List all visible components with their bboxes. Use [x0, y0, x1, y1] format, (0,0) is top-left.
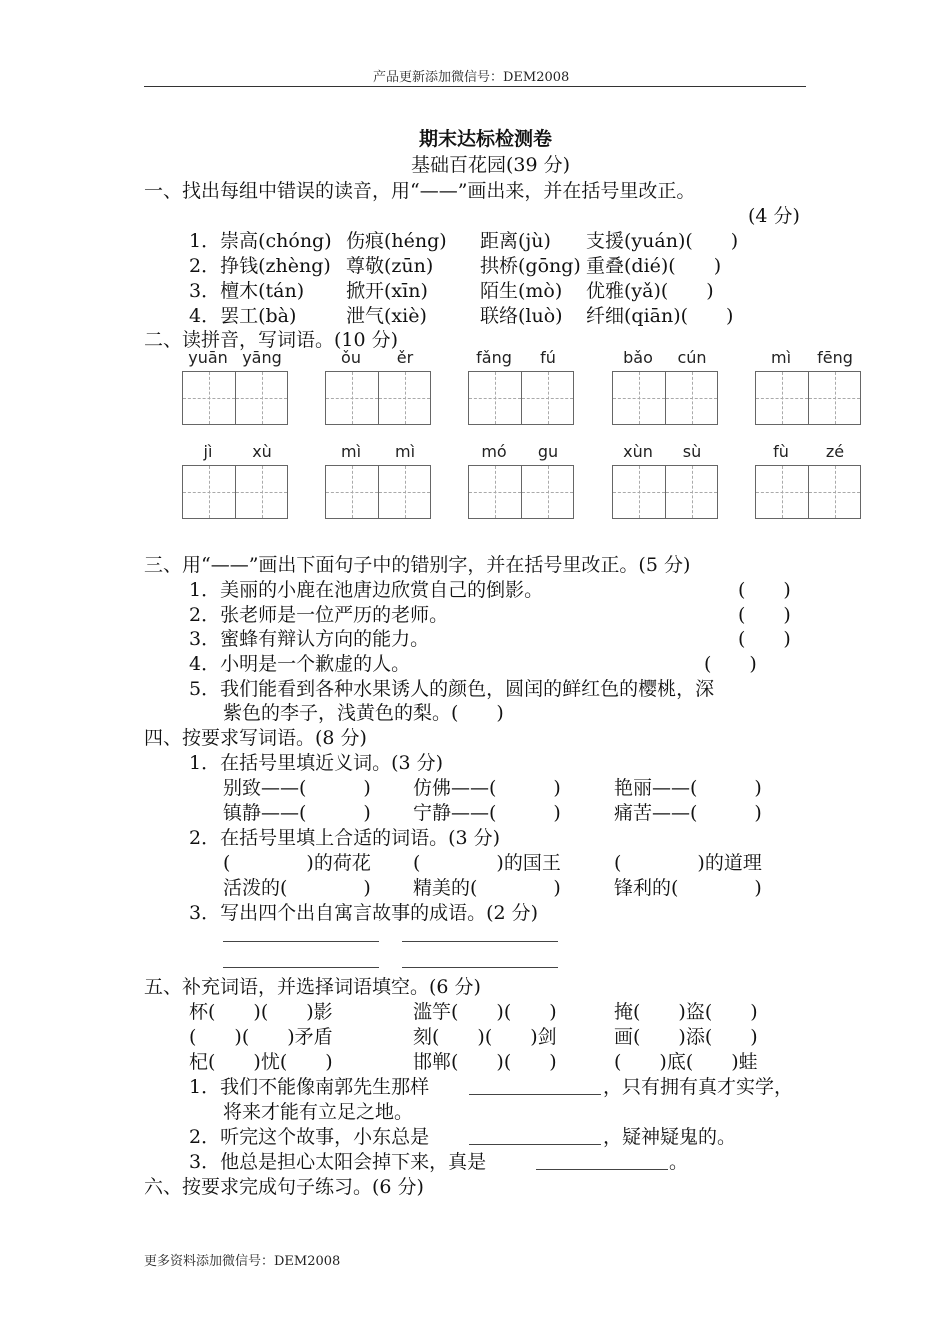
writing-cell[interactable]: [756, 372, 808, 424]
pinyin-label: mì: [340, 442, 362, 461]
pronunciation-item: 陌生(mò): [480, 280, 563, 302]
section2-heading: 二、读拼音，写词语。(10 分): [144, 329, 399, 351]
pronunciation-item: 1．崇高(chóng): [189, 230, 332, 252]
correction-sentence: 4．小明是一个歉虚的人。: [189, 653, 411, 675]
section5-heading: 五、补充词语，并选择词语填空。(6 分): [144, 976, 481, 998]
page-header: 产品更新添加微信号：DEM2008: [373, 70, 570, 85]
section5-q1-part1: 1．我们不能像南郭先生那样: [189, 1076, 430, 1098]
pinyin-label: fú: [540, 348, 556, 367]
writing-grid: [182, 371, 288, 425]
writing-cell[interactable]: [326, 466, 378, 518]
correction-sentence: 1．美丽的小鹿在池唐边欣赏自己的倒影。: [189, 579, 544, 601]
pronunciation-item: 尊敬(zūn): [346, 255, 434, 277]
section5-q3-blank[interactable]: [536, 1169, 668, 1170]
pinyin-label: jì: [203, 442, 213, 461]
writing-grid: [182, 465, 288, 519]
pinyin-label: fēng: [817, 348, 853, 367]
pinyin-label: mó: [481, 442, 507, 461]
writing-cell[interactable]: [808, 466, 860, 518]
pinyin-label: fǎng: [476, 348, 512, 367]
idiom-blank-4[interactable]: [402, 967, 558, 968]
pronunciation-item: 距离(jù): [480, 230, 551, 252]
writing-cell[interactable]: [613, 372, 665, 424]
answer-parentheses[interactable]: ( ): [738, 628, 791, 650]
section3-item5-line1: 5．我们能看到各种水果诱人的颜色，圆闰的鲜红色的樱桃，深: [189, 678, 715, 700]
pronunciation-item: 2．挣钱(zhèng): [189, 255, 331, 277]
section5-q3-part1: 3．他总是担心太阳会掉下来，真是: [189, 1151, 487, 1173]
writing-cell[interactable]: [613, 466, 665, 518]
pinyin-label: ǒu: [341, 348, 361, 367]
fill-2-3: 锋利的( ): [614, 877, 762, 899]
pinyin-label: ěr: [396, 348, 414, 367]
section4-heading: 四、按要求写词语。(8 分): [144, 727, 367, 749]
page-footer: 更多资料添加微信号：DEM2008: [144, 1254, 341, 1269]
section1-score: (4 分): [748, 205, 800, 227]
synonym-2-3: 痛苦——( ): [614, 802, 762, 824]
word-1-1: 杯( )( )影: [189, 1001, 333, 1023]
section6-heading: 六、按要求完成句子练习。(6 分): [144, 1176, 424, 1198]
pinyin-label: gu: [537, 442, 559, 461]
writing-cell[interactable]: [326, 372, 378, 424]
writing-cell[interactable]: [521, 372, 573, 424]
idiom-blank-3[interactable]: [223, 967, 379, 968]
word-2-1: ( )( )矛盾: [189, 1026, 333, 1048]
word-2-2: 刻( )( )剑: [413, 1026, 557, 1048]
section5-q1-part3: 将来才能有立足之地。: [223, 1101, 414, 1123]
pronunciation-item: 3．檀木(tán): [189, 280, 305, 302]
pronunciation-item: 支援(yuán)( ): [586, 230, 739, 252]
pronunciation-item: 泄气(xiè): [346, 305, 427, 327]
word-2-3: 画( )添( ): [614, 1026, 758, 1048]
writing-cell[interactable]: [235, 466, 287, 518]
synonym-1-2: 仿佛——( ): [413, 777, 561, 799]
fill-1-1: ( )的荷花: [223, 852, 371, 874]
section5-q2-blank[interactable]: [469, 1144, 601, 1145]
pinyin-label: zé: [825, 442, 845, 461]
writing-cell[interactable]: [756, 466, 808, 518]
section3-heading: 三、用“——”画出下面句子中的错别字，并在括号里改正。(5 分): [144, 554, 691, 576]
word-3-3: ( )底( )蛙: [614, 1051, 758, 1073]
writing-cell[interactable]: [235, 372, 287, 424]
word-1-3: 掩( )盗( ): [614, 1001, 758, 1023]
fill-2-1: 活泼的( ): [223, 877, 371, 899]
pronunciation-item: 重叠(dié)( ): [586, 255, 722, 277]
pinyin-label: bǎo: [623, 348, 653, 367]
writing-cell[interactable]: [469, 372, 521, 424]
pronunciation-item: 联络(luò): [480, 305, 563, 327]
writing-grid: [468, 465, 574, 519]
pronunciation-item: 4．罢工(bà): [189, 305, 297, 327]
section1-heading: 一、找出每组中错误的读音，用“——”画出来，并在括号里改正。: [144, 180, 696, 202]
section5-q1-blank[interactable]: [469, 1094, 601, 1095]
section4-q2: 2．在括号里填上合适的词语。(3 分): [189, 827, 501, 849]
writing-cell[interactable]: [183, 372, 235, 424]
pinyin-label: yāng: [242, 348, 282, 367]
section4-q1: 1．在括号里填近义词。(3 分): [189, 752, 444, 774]
page-subtitle: 基础百花园(39 分): [411, 154, 571, 176]
writing-grid: [325, 371, 431, 425]
fill-1-3: ( )的道理: [614, 852, 762, 874]
section5-q3-part2: 。: [669, 1151, 689, 1173]
section5-q1-part2: ，只有拥有真才实学，: [603, 1076, 794, 1098]
writing-cell[interactable]: [469, 466, 521, 518]
section5-q2-part1: 2．听完这个故事，小东总是: [189, 1126, 430, 1148]
synonym-1-3: 艳丽——( ): [614, 777, 762, 799]
header-rule: [144, 86, 806, 87]
word-3-2: 邯郸( )( ): [413, 1051, 557, 1073]
writing-grid: [325, 465, 431, 519]
pronunciation-item: 纤细(qiān)( ): [586, 305, 734, 327]
pinyin-label: xùn: [623, 442, 653, 461]
pronunciation-item: 拱桥(gōng): [480, 255, 581, 277]
idiom-blank-1[interactable]: [223, 941, 379, 942]
section4-q3: 3．写出四个出自寓言故事的成语。(2 分): [189, 902, 539, 924]
synonym-2-2: 宁静——( ): [413, 802, 561, 824]
correction-sentence: 2．张老师是一位严历的老师。: [189, 604, 449, 626]
synonym-1-1: 别致——( ): [223, 777, 371, 799]
section3-item5-line2: 紫色的李子，浅黄色的梨。( ): [223, 702, 504, 724]
answer-parentheses[interactable]: ( ): [738, 579, 791, 601]
correction-sentence: 3．蜜蜂有辩认方向的能力。: [189, 628, 430, 650]
pinyin-label: xù: [252, 442, 272, 461]
section5-q2-part2: ，疑神疑鬼的。: [603, 1126, 737, 1148]
writing-grid: [755, 465, 861, 519]
pinyin-label: fù: [773, 442, 789, 461]
pronunciation-item: 掀开(xīn): [346, 280, 428, 302]
pronunciation-item: 伤痕(héng): [346, 230, 447, 252]
answer-parentheses[interactable]: ( ): [738, 604, 791, 626]
fill-1-2: ( )的国王: [413, 852, 561, 874]
pinyin-label: mì: [770, 348, 792, 367]
synonym-2-1: 镇静——( ): [223, 802, 371, 824]
writing-grid: [612, 371, 718, 425]
writing-cell[interactable]: [378, 466, 430, 518]
writing-cell[interactable]: [183, 466, 235, 518]
writing-cell[interactable]: [665, 466, 717, 518]
writing-grid: [755, 371, 861, 425]
pinyin-label: cún: [677, 348, 707, 367]
word-1-2: 滥竽( )( ): [413, 1001, 557, 1023]
writing-cell[interactable]: [378, 372, 430, 424]
answer-parentheses[interactable]: ( ): [704, 653, 757, 675]
pinyin-label: sù: [682, 442, 702, 461]
writing-cell[interactable]: [808, 372, 860, 424]
page-title: 期末达标检测卷: [419, 128, 553, 150]
pinyin-label: mì: [394, 442, 416, 461]
fill-2-2: 精美的( ): [413, 877, 561, 899]
idiom-blank-2[interactable]: [402, 941, 558, 942]
writing-cell[interactable]: [521, 466, 573, 518]
word-3-1: 杞( )忧( ): [189, 1051, 333, 1073]
pronunciation-item: 优雅(yǎ)( ): [586, 280, 714, 302]
pinyin-label: yuān: [188, 348, 228, 367]
writing-grid: [612, 465, 718, 519]
writing-grid: [468, 371, 574, 425]
writing-cell[interactable]: [665, 372, 717, 424]
